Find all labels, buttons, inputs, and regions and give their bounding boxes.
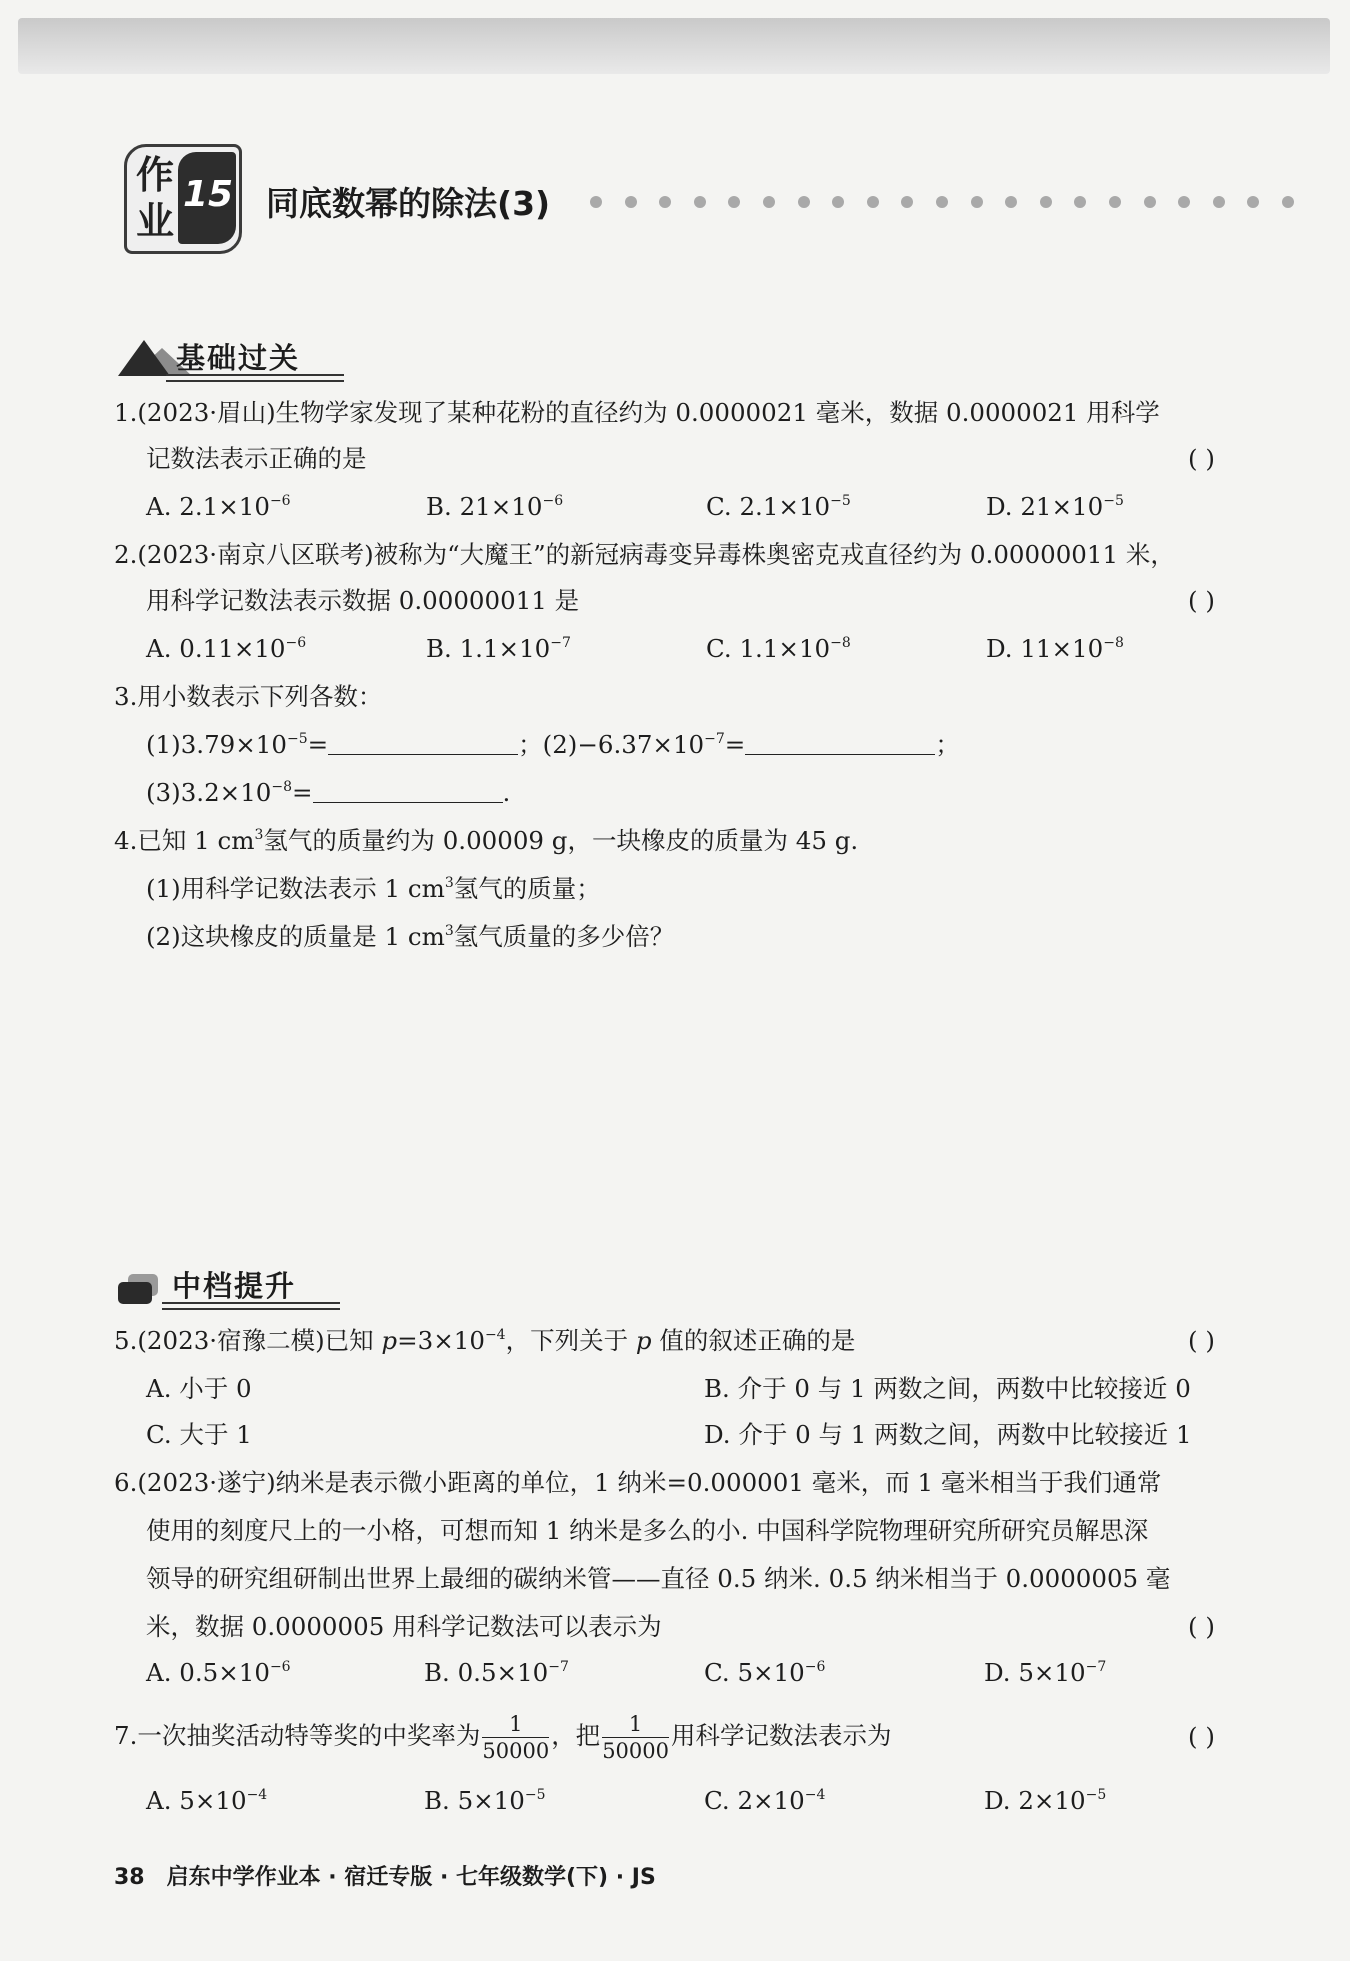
q2-option-c: C. $1.1\times 10^{-8}$ [706, 634, 851, 663]
q1-option-d: D. $21\times 10^{-5}$ [986, 492, 1124, 521]
top-shaded-band [18, 18, 1330, 74]
q3-blank-1[interactable] [328, 732, 518, 755]
section-title: 中档提升 [172, 1269, 297, 1303]
q2-option-b: B. $1.1\times 10^{-7}$ [426, 634, 571, 663]
leader-dot [1074, 196, 1086, 208]
q7-option-b: B. $5\times 10^{-5}$ [424, 1786, 546, 1815]
q2-line2: 用科学记数法表示数据 0.00000011 是 [146, 586, 580, 615]
badge-number: 15 [182, 174, 234, 215]
q5-option-a: A. 小于 0 [146, 1374, 252, 1403]
q3-blank-2[interactable] [745, 732, 935, 755]
section-heading-middle [114, 1264, 334, 1304]
leader-dot [1247, 196, 1259, 208]
q3-blank-3[interactable] [313, 780, 503, 803]
q6-line2: 使用的刻度尺上的一小格，可想而知 1 纳米是多么的小. 中国科学院物理研究所研究员解思深 [146, 1516, 1149, 1545]
q4-sub2: (2)这块橡皮的质量是 1 $cm^3$氢气质量的多少倍？ [146, 922, 675, 951]
leader-dot [1109, 196, 1121, 208]
leader-dot [1282, 196, 1294, 208]
q3-part-3: $(3)3.2\times 10^{-8}=$ . [146, 778, 511, 807]
title-dot-leader [590, 196, 1330, 210]
q1-answer-bracket[interactable]: ( ) [1188, 444, 1215, 473]
q1-line1: 1.(2023·眉山)生物学家发现了某种花粉的直径约为 0.0000021 毫米，数据 0.0000021 用科学 [114, 398, 1160, 427]
q6-option-d: D. $5\times 10^{-7}$ [984, 1658, 1107, 1687]
q2-line1: 2.(2023·南京八区联考)被称为“大魔王”的新冠病毒变异毒株奥密克戎直径约为 0.00000011 米， [114, 540, 1175, 569]
leader-dot [659, 196, 671, 208]
leader-dot [971, 196, 983, 208]
q1-option-c: C. $2.1\times 10^{-5}$ [706, 492, 851, 521]
footer-text: 启东中学作业本 · 宿迁专版 · 七年级数学(下) · JS [166, 1865, 656, 1890]
q4-sub1: (1)用科学记数法表示 1 $cm^3$氢气的质量； [146, 874, 601, 903]
q6-line4: 米，数据 0.0000005 用科学记数法可以表示为 [146, 1612, 662, 1641]
q7-option-c: C. $2\times 10^{-4}$ [704, 1786, 826, 1815]
q2-answer-bracket[interactable]: ( ) [1188, 586, 1215, 615]
leader-dot [1213, 196, 1225, 208]
page-title: 同底数幂的除法(3) [266, 184, 551, 223]
leader-dot [1005, 196, 1017, 208]
leader-dot [1144, 196, 1156, 208]
q7-line1: 7.一次抽奖活动特等奖的中奖率为 $\frac{1}{50000}$ ，把 $\frac{1}{50000}$ 用科学记数法表示为 [114, 1711, 892, 1763]
q7-fraction-1: $\frac{1}{50000}$ [482, 1711, 550, 1763]
q2-option-d: D. $11\times 10^{-8}$ [986, 634, 1124, 663]
q5-line1: 5.(2023·宿豫二模)已知 $p=3\times 10^{-4}$，下列关于 p 值的叙述正确的是 [114, 1326, 856, 1355]
q2-option-a: A. $0.11\times 10^{-6}$ [146, 634, 307, 663]
q6-line1: 6.(2023·遂宁)纳米是表示微小距离的单位，1 纳米=0.000001 毫米，而 1 毫米相当于我们通常 [114, 1468, 1162, 1497]
q7-answer-bracket[interactable]: ( ) [1188, 1722, 1215, 1751]
section-title: 基础过关 [176, 341, 301, 375]
q7-fraction-2: $\frac{1}{50000}$ [602, 1711, 669, 1763]
q4-line1: 4.已知 1 $cm^3$氢气的质量约为 0.00009 g，一块橡皮的质量为 45 g. [114, 826, 859, 855]
leader-dot [625, 196, 637, 208]
q6-line3: 领导的研究组研制出世界上最细的碳纳米管——直径 0.5 纳米. 0.5 纳米相当于 0.0000005 毫 [146, 1564, 1171, 1593]
leader-dot [1178, 196, 1190, 208]
page-footer [114, 1860, 656, 1891]
section-heading-basic [118, 336, 338, 376]
q5-option-c: C. 大于 1 [146, 1420, 252, 1449]
leader-dot [936, 196, 948, 208]
leader-dot [763, 196, 775, 208]
q6-option-c: C. $5\times 10^{-6}$ [704, 1658, 826, 1687]
q6-answer-bracket[interactable]: ( ) [1188, 1612, 1215, 1641]
q6-option-b: B. $0.5\times 10^{-7}$ [424, 1658, 569, 1687]
leader-dot [728, 196, 740, 208]
q1-line2: 记数法表示正确的是 [146, 444, 367, 473]
leader-dot [867, 196, 879, 208]
leader-dot [901, 196, 913, 208]
leader-dot [694, 196, 706, 208]
section-blocks-icon [114, 1274, 162, 1304]
section-mountain-icon-dark [118, 340, 170, 376]
q7-option-a: A. $5\times 10^{-4}$ [146, 1786, 268, 1815]
leader-dot [590, 196, 602, 208]
leader-dot [832, 196, 844, 208]
q7-option-d: D. $2\times 10^{-5}$ [984, 1786, 1107, 1815]
q1-option-a: A. $2.1\times 10^{-6}$ [146, 492, 291, 521]
page-number: 38 [114, 1865, 145, 1890]
q5-option-d: D. 介于 0 与 1 两数之间，两数中比较接近 1 [704, 1420, 1192, 1449]
badge-text: 作业 [136, 153, 175, 243]
q3-parts-1-2: $(1)3.79\times 10^{-5}=$ ；$(2)-6.37\times 10^{-7}=$ ； [146, 730, 960, 759]
q3-line1: 3.用小数表示下列各数： [114, 682, 383, 711]
q5-option-b: B. 介于 0 与 1 两数之间，两数中比较接近 0 [704, 1374, 1191, 1403]
q1-option-b: B. $21\times 10^{-6}$ [426, 492, 564, 521]
leader-dot [798, 196, 810, 208]
q5-answer-bracket[interactable]: ( ) [1188, 1326, 1215, 1355]
leader-dot [1040, 196, 1052, 208]
homework-badge [124, 144, 244, 256]
q6-option-a: A. $0.5\times 10^{-6}$ [146, 1658, 291, 1687]
